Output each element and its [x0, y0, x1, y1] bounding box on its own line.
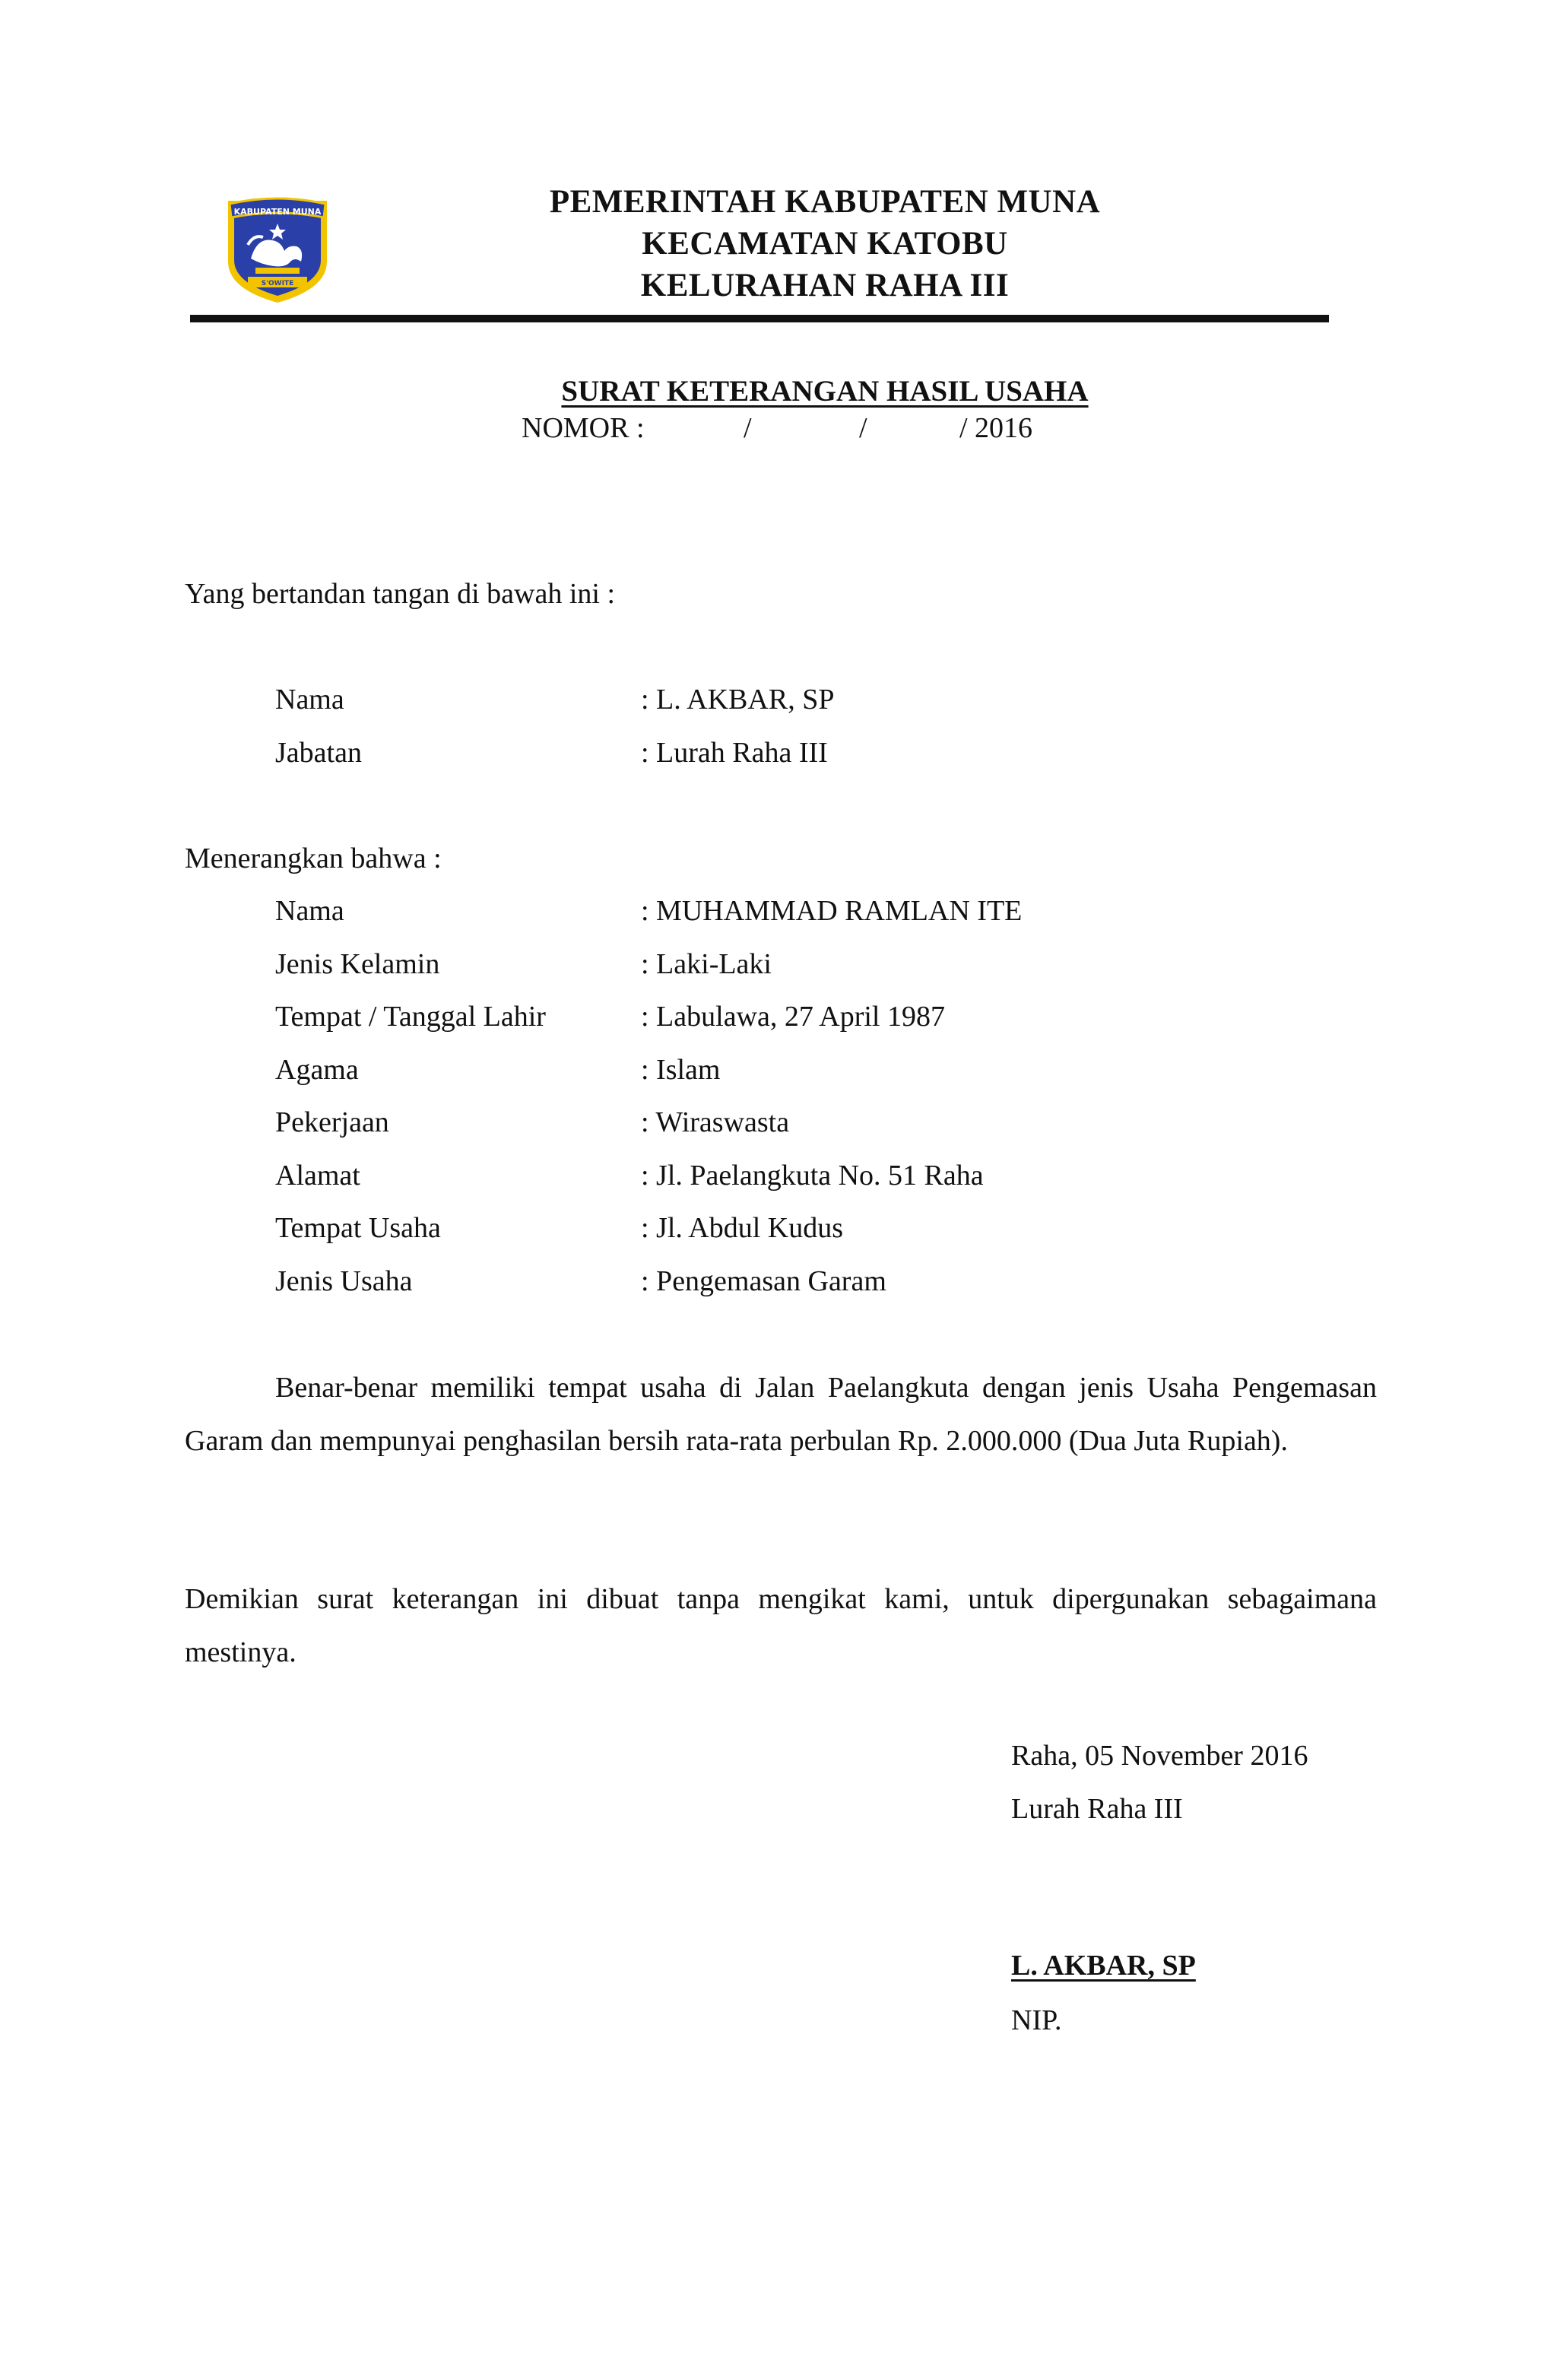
subject-gender-label: Jenis Kelamin [275, 948, 440, 980]
letterhead-divider [190, 315, 1329, 322]
signer-position-value: : Lurah Raha III [641, 737, 828, 769]
letterhead-government: PEMERINTAH KABUPATEN MUNA [549, 184, 1101, 220]
letterhead-district: KECAMATAN KATOBU [642, 226, 1008, 262]
svg-text:S'OWITE: S'OWITE [261, 280, 294, 287]
signature-position: Lurah Raha III [1011, 1793, 1183, 1825]
document-title [441, 374, 1209, 409]
nomor-label: NOMOR : [522, 412, 645, 444]
crest-icon [220, 192, 335, 306]
signature-place-date: Raha, 05 November 2016 [1011, 1740, 1308, 1772]
signer-name-value: : L. AKBAR, SP [641, 684, 835, 716]
body-paragraph: Benar-benar memiliki tempat usaha di Jalan Paelangkuta dengan jenis Usaha Pengemasan Garam dan mempunyai penghasilan bersih rata-rata perbulan Rp. 2.000.000 (Dua Juta Rupiah). [185, 1372, 1377, 1457]
signature-name: L. AKBAR, SP [1011, 1950, 1196, 1982]
kabupaten-muna-logo [220, 192, 335, 306]
nomor-slash-1: / [744, 412, 752, 444]
document-title-text: SURAT KETERANGAN HASIL USAHA [561, 375, 1089, 408]
subject-business-place-value: : Jl. Abdul Kudus [641, 1212, 844, 1244]
subject-occupation-label: Pekerjaan [275, 1106, 389, 1138]
subject-address-label: Alamat [275, 1160, 360, 1192]
signer-name-label: Nama [275, 684, 344, 716]
subject-birth-value: : Labulawa, 27 April 1987 [641, 1001, 945, 1033]
subject-business-type-label: Jenis Usaha [275, 1265, 413, 1297]
menerangkan-text: Menerangkan bahwa : [185, 843, 442, 874]
subject-birth-label: Tempat / Tanggal Lahir [275, 1001, 546, 1033]
svg-text:KABUPATEN MUNA: KABUPATEN MUNA [233, 207, 322, 217]
subject-occupation-value: : Wiraswasta [641, 1106, 790, 1138]
subject-business-type-value: : Pengemasan Garam [641, 1265, 886, 1297]
subject-business-place-label: Tempat Usaha [275, 1212, 441, 1244]
subject-religion-label: Agama [275, 1054, 359, 1086]
intro-text: Yang bertandan tangan di bawah ini : [185, 578, 616, 610]
letterhead-village: KELURAHAN RAHA III [640, 268, 1010, 303]
nomor-year: / 2016 [959, 412, 1033, 444]
signer-position-label: Jabatan [275, 737, 362, 769]
subject-religion-value: : Islam [641, 1054, 721, 1086]
subject-name-value: : MUHAMMAD RAMLAN ITE [641, 895, 1023, 927]
signature-nip: NIP. [1011, 2004, 1062, 2036]
closing-paragraph: Demikian surat keterangan ini dibuat tanpa mengikat kami, untuk dipergunakan sebagaimana mestinya. [185, 1583, 1377, 1668]
subject-name-label: Nama [275, 895, 344, 927]
subject-gender-value: : Laki-Laki [641, 948, 772, 980]
subject-address-value: : Jl. Paelangkuta No. 51 Raha [641, 1160, 984, 1192]
nomor-slash-2: / [859, 412, 867, 444]
